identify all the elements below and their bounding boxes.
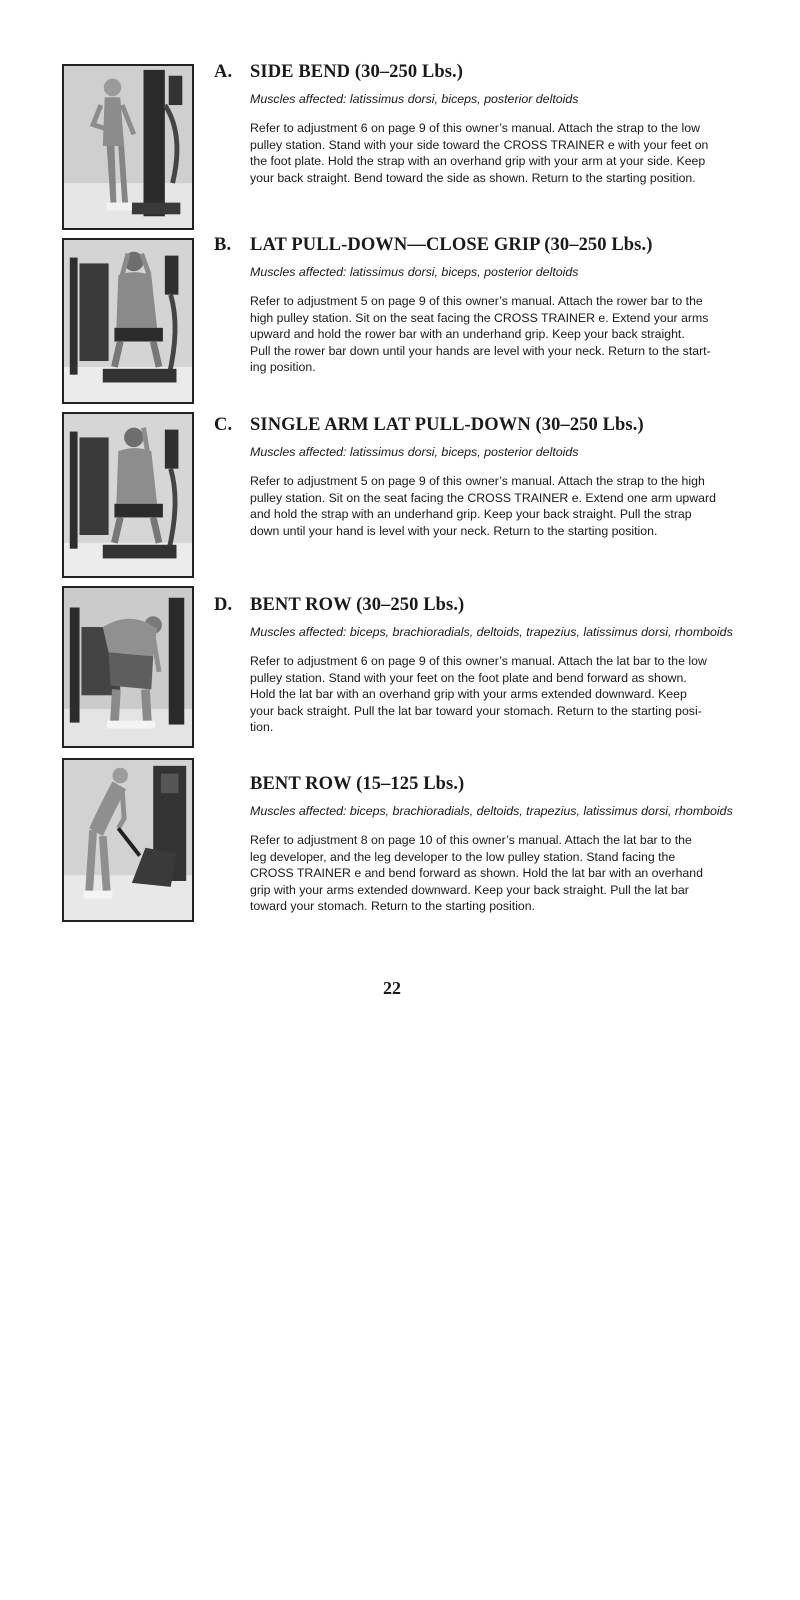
instructions	[250, 293, 722, 376]
instruction-line: down until your hand is level with your neck. Return to the starting position.	[250, 523, 658, 538]
muscles-affected: Muscles affected: biceps, brachioradials, deltoids, trapezius, latissimus dorsi, rhomboids	[250, 625, 733, 639]
section-title: SIDE BEND (30–250 Lbs.)	[250, 62, 464, 82]
section-letter: C.	[214, 415, 233, 435]
instruction-line: pulley station. Sit on the seat facing the CROSS TRAINER e. Extend one arm upward	[250, 490, 716, 505]
muscles-affected: Muscles affected: biceps, brachioradials, deltoids, trapezius, latissimus dorsi, rhomboids	[250, 804, 733, 818]
instruction-line: tion.	[250, 720, 274, 735]
instruction-line: your back straight. Bend toward the side as shown. Return to the starting position.	[250, 170, 696, 185]
instruction-line: CROSS TRAINER e and bend forward as shown. Hold the lat bar with an overhand	[250, 866, 703, 881]
instructions	[250, 473, 722, 539]
instructions	[250, 653, 722, 736]
muscles-affected: Muscles affected: latissimus dorsi, biceps, posterior deltoids	[250, 265, 579, 279]
section-letter: D.	[214, 595, 233, 615]
instruction-line: Refer to adjustment 5 on page 9 of this owner’s manual. Attach the strap to the high	[250, 474, 705, 488]
exercise-section-b	[214, 233, 724, 376]
bent-row-leg-developer-illustration	[64, 760, 192, 920]
section-heading	[214, 772, 724, 796]
bent-row-leg-developer-photo	[62, 758, 194, 922]
instruction-line: high pulley station. Sit on the seat facing the CROSS TRAINER e. Extend your arms	[250, 310, 709, 325]
bent-row-illustration	[64, 588, 192, 746]
instruction-line: ing position.	[250, 360, 316, 375]
section-title: BENT ROW (30–250 Lbs.)	[250, 595, 465, 615]
single-arm-lat-pull-down-photo	[62, 412, 194, 578]
instruction-line: Pull the rower bar down until your hands are level with your neck. Return to the start-	[250, 343, 711, 358]
instruction-line: pulley station. Stand with your side toward the CROSS TRAINER e with your feet on	[250, 137, 709, 152]
instruction-line: upward and hold the rower bar with an underhand grip. Keep your back straight.	[250, 327, 685, 342]
section-title: LAT PULL-DOWN—CLOSE GRIP (30–250 Lbs.)	[250, 235, 653, 255]
section-letter: A.	[214, 62, 233, 82]
instruction-line: Refer to adjustment 5 on page 9 of this owner’s manual. Attach the rower bar to the	[250, 294, 703, 308]
side-bend-illustration	[64, 66, 192, 228]
muscles-affected: Muscles affected: latissimus dorsi, biceps, posterior deltoids	[250, 92, 579, 106]
instruction-line: leg developer, and the leg developer to the low pulley station. Stand facing the	[250, 849, 676, 864]
instruction-line: Refer to adjustment 6 on page 9 of this owner’s manual. Attach the strap to the low	[250, 121, 701, 135]
exercise-section-d	[214, 593, 733, 736]
lat-pull-down-close-grip-photo	[62, 238, 194, 404]
side-bend-photo	[62, 64, 194, 230]
single-arm-pull-down-illustration	[64, 414, 192, 576]
section-heading	[214, 60, 724, 84]
section-heading	[214, 593, 724, 617]
instructions	[250, 832, 722, 915]
section-title: SINGLE ARM LAT PULL-DOWN (30–250 Lbs.)	[250, 415, 644, 435]
exercise-section-bent-row-light	[214, 772, 733, 915]
instruction-line: toward your stomach. Return to the starting position.	[250, 899, 536, 914]
instruction-line: and hold the strap with an underhand grip. Keep your back straight. Pull the strap	[250, 507, 692, 522]
section-heading	[214, 413, 724, 437]
exercise-section-c	[214, 413, 724, 539]
instruction-line: grip with your arms extended downward. Keep your back straight. Pull the lat bar	[250, 882, 689, 897]
section-letter: B.	[214, 235, 232, 255]
section-title: BENT ROW (15–125 Lbs.)	[250, 774, 465, 794]
muscles-affected: Muscles affected: latissimus dorsi, biceps, posterior deltoids	[250, 445, 579, 459]
instruction-line: your back straight. Pull the lat bar toward your stomach. Return to the starting posi-	[250, 703, 702, 718]
instruction-line: Refer to adjustment 6 on page 9 of this owner’s manual. Attach the lat bar to the low	[250, 654, 707, 668]
instruction-line: Hold the lat bar with an overhand grip with your arms extended downward. Keep	[250, 687, 687, 702]
section-heading	[214, 233, 724, 257]
instruction-line: the foot plate. Hold the strap with an overhand grip with your arm at your side. Keep	[250, 154, 706, 169]
page-number: 22	[383, 978, 401, 998]
lat-pull-down-illustration	[64, 240, 192, 402]
instruction-line: Refer to adjustment 8 on page 10 of this owner’s manual. Attach the lat bar to the	[250, 833, 692, 847]
bent-row-photo	[62, 586, 194, 748]
instruction-line: pulley station. Stand with your feet on the foot plate and bend forward as shown.	[250, 670, 687, 685]
exercise-section-a	[214, 60, 724, 186]
instructions	[250, 120, 722, 186]
